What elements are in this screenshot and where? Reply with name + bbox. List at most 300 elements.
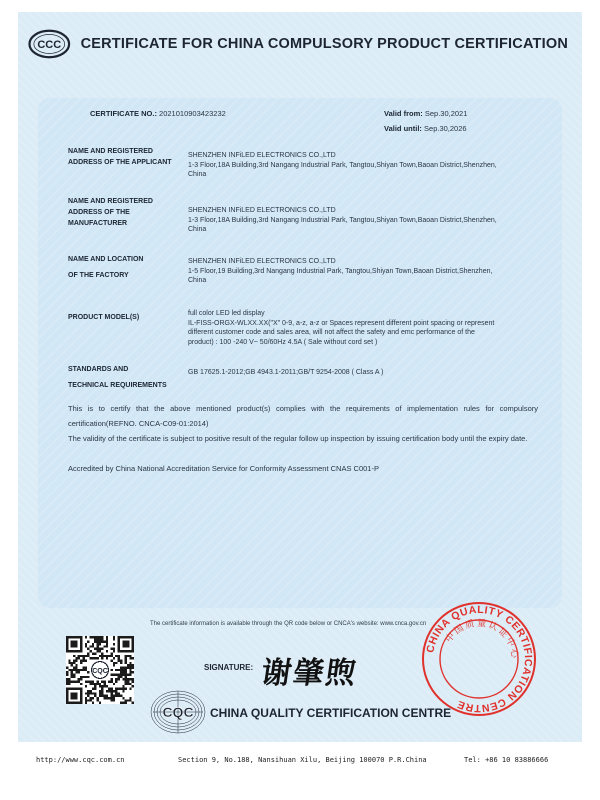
qr-module [127,674,129,676]
qr-module [120,666,122,668]
qr-module [125,657,127,659]
product-label: PRODUCT MODEL(S) [68,314,140,321]
qr-module [125,669,127,671]
qr-module [132,678,134,680]
qr-module [115,678,117,680]
manufacturer-name: SHENZHEN INFiLED ELECTRONICS CO.,LTD [188,207,336,214]
svg-text:CCC: CCC [37,39,62,52]
qr-module [125,699,127,701]
qr-module [113,657,115,659]
valid-until-label: Valid until: [384,124,422,133]
qr-module [122,685,124,687]
qr-module [82,657,84,659]
qr-module [94,636,96,638]
qr-module [111,655,113,657]
qr-module [132,685,134,687]
applicant-label [68,146,178,168]
centre-name: CHINA QUALITY CERTIFICATION CENTRE [210,706,452,720]
statement-accreditation: Accredited by China National Accreditation Service for Conformity Assessment CNAS C001-P [68,464,379,473]
qr-module [96,641,98,643]
qr-module [129,655,131,657]
qr-module [85,692,87,694]
qr-module [125,688,127,690]
qr-module [85,636,87,638]
qr-module [101,692,103,694]
qr-module [66,674,68,676]
footer [0,752,600,772]
qr-module [73,659,75,661]
qr-module [96,636,98,638]
valid-until-value: Sep.30,2026 [424,124,467,133]
qr-module [96,697,98,699]
footer-address: Section 9, No.188, Nansihuan Xilu, Beijing 100070 P.R.China [178,756,427,764]
qr-module [113,638,115,640]
qr-module [118,692,120,694]
qr-module [82,666,84,668]
qr-module [115,674,117,676]
qr-module [122,674,124,676]
qr-module [108,655,110,657]
statement-certify: This is to certify that the above mentioned product(s) complies with the requirements of implementation rules for compulsory certification(REFNO. CNCA-C09-01:2014) [68,404,538,428]
qr-module [73,669,75,671]
qr-module [118,676,120,678]
qr-module [120,662,122,664]
qr-module [111,652,113,654]
qr-module [118,657,120,659]
valid-until [384,124,467,133]
qr-module [89,692,91,694]
qr-module [99,690,101,692]
qr-module [122,671,124,673]
qr-module [106,697,108,699]
qr-module [71,676,73,678]
qr-module [92,645,94,647]
qr-module [85,681,87,683]
qr-code[interactable] [66,636,134,704]
qr-module [73,655,75,657]
qr-module [66,683,68,685]
qr-module [85,655,87,657]
qr-module [94,683,96,685]
certificate-number-value: 2021010903423232 [159,109,226,118]
qr-module [113,636,115,638]
qr-module [120,671,122,673]
qr-module [71,664,73,666]
qr-module [75,669,77,671]
qr-module [78,669,80,671]
qr-module [89,690,91,692]
qr-module [127,683,129,685]
qr-module [127,699,129,701]
qr-module [94,648,96,650]
qr-module [92,657,94,659]
qr-module [87,681,89,683]
qr-module [129,683,131,685]
qr-module [104,645,106,647]
qr-module [71,681,73,683]
qr-module [75,657,77,659]
qr-module [127,664,129,666]
qr-module [118,688,120,690]
qr-module [73,674,75,676]
qr-module [120,702,122,704]
qr-module [78,678,80,680]
qr-module [120,669,122,671]
qr-module [115,692,117,694]
qr-module [113,683,115,685]
qr-module [89,645,91,647]
qr-module [125,678,127,680]
qr-module [115,655,117,657]
qr-module [99,638,101,640]
qr-module [94,692,96,694]
qr-module [113,650,115,652]
factory-address: China [188,277,207,285]
qr-module [82,669,84,671]
qr-module [125,662,127,664]
qr-module [129,697,131,699]
qr-module [87,641,89,643]
qr-module [71,671,73,673]
signature-glyphs: 谢肇煦 [259,656,360,691]
qr-module [78,681,80,683]
qr-module [85,645,87,647]
qr-module [94,688,96,690]
qr-module [89,657,91,659]
qr-module [104,681,106,683]
qr-module [92,636,94,638]
qr-module [113,643,115,645]
qr-module [106,641,108,643]
qr-module [99,636,101,638]
qr-module [94,685,96,687]
qr-module [87,676,89,678]
signature-label: SIGNATURE: [204,663,254,672]
qr-module [111,695,113,697]
qr-module [75,664,77,666]
qr-module [80,676,82,678]
qr-module [73,681,75,683]
applicant-address: China [188,171,207,179]
qr-module [101,657,103,659]
qr-module [125,666,127,668]
qr-module [80,662,82,664]
svg-text:CQC: CQC [92,668,108,676]
qr-module [104,641,106,643]
product-line: different customer code and sales area, will not affect the safety and emc performance of the [188,329,475,337]
qr-module [106,695,108,697]
qr-module [122,690,124,692]
factory-label-line: OF THE FACTORY [68,272,129,279]
qr-module [120,674,122,676]
qr-module [89,650,91,652]
manufacturer-label-line: ADDRESS OF THE [68,209,130,216]
qr-module [85,697,87,699]
qr-module [120,688,122,690]
qr-module [94,652,96,654]
qr-module [104,683,106,685]
qr-module [118,678,120,680]
qr-module [92,702,94,704]
official-seal-icon [420,600,538,718]
qr-module [115,681,117,683]
qr-module [129,674,131,676]
qr-module [127,666,129,668]
qr-module [87,655,89,657]
qr-module [113,695,115,697]
qr-module [118,695,120,697]
qr-module [99,695,101,697]
qr-module [113,697,115,699]
qr-module [75,671,77,673]
qr-module [82,676,84,678]
applicant-address: 1-3 Floor,18A Building,3rd Nangang Industrial Park, Tangtou,Shiyan Town,Baoan District,Shenzhen, [188,161,497,169]
qr-module [111,692,113,694]
qr-module [122,702,124,704]
qr-module [106,655,108,657]
qr-module [115,688,117,690]
qr-module [99,641,101,643]
manufacturer-label-line: MANUFACTURER [68,220,128,227]
qr-module [111,699,113,701]
qr-module [108,681,110,683]
qr-module [115,662,117,664]
svg-text:CQC: CQC [162,704,194,720]
qr-module [108,690,110,692]
qr-module [118,655,120,657]
qr-module [89,697,91,699]
manufacturer-address: China [188,226,207,234]
cqc-logo-icon [150,690,206,734]
standards-label-line: TECHNICAL REQUIREMENTS [68,382,167,389]
qr-module [96,683,98,685]
factory-label [68,252,178,284]
qr-module [96,648,98,650]
qr-module [125,674,127,676]
standards-label [68,362,178,394]
manufacturer-label-line: NAME AND REGISTERED [68,198,153,205]
qr-module [80,655,82,657]
qr-module [99,685,101,687]
qr-module [68,678,70,680]
qr-module [106,645,108,647]
qr-module [127,678,129,680]
valid-from-value: Sep.30,2021 [424,109,468,118]
qr-module [92,697,94,699]
qr-module [104,697,106,699]
qr-module [73,676,75,678]
qr-module [115,690,117,692]
qr-module [75,659,77,661]
qr-module [101,655,103,657]
qr-module [111,697,113,699]
qr-module [68,681,70,683]
qr-module [78,657,80,659]
standards-value: GB 17625.1-2012;GB 4943.1-2011;GB/T 9254-2008 ( Class A ) [188,369,384,376]
qr-module [108,697,110,699]
svg-text:CHINA QUALITY CERTIFICATION CE: CHINA QUALITY CERTIFICATION CENTRE [424,603,535,715]
qr-module [85,659,87,661]
qr-module [85,676,87,678]
qr-module [129,688,131,690]
qr-module [96,650,98,652]
qr-module [101,648,103,650]
qr-module [129,678,131,680]
qr-module [68,659,70,661]
qr-module [66,681,68,683]
qr-module [96,699,98,701]
qr-module [78,671,80,673]
svg-text:中国质量认证中心: 中国质量认证中心 [444,618,520,661]
qr-module [118,669,120,671]
applicant-label-line: ADDRESS OF THE APPLICANT [68,159,172,166]
qr-module [85,685,87,687]
qr-module [68,669,70,671]
qr-module [115,695,117,697]
qr-module [87,652,89,654]
qr-module [92,683,94,685]
qr-module [104,695,106,697]
qr-module [99,683,101,685]
qr-module [101,641,103,643]
qr-module [73,666,75,668]
qr-module [129,671,131,673]
qr-module [108,688,110,690]
qr-module [87,699,89,701]
qr-module [101,690,103,692]
qr-module [118,674,120,676]
certificate-number [90,109,226,118]
qr-module [96,657,98,659]
qr-module [71,674,73,676]
product-value [188,309,543,347]
qr-module [129,664,131,666]
qr-module [106,650,108,652]
qr-module [132,671,134,673]
product-line: IL-FISS-ORGX-WLXX.XX("X" 0-9, a-z, a-z or Spaces represent different point spacing or represent [188,319,495,327]
footer-website[interactable]: http://www.cqc.com.cn [36,756,125,764]
qr-module [71,662,73,664]
qr-module [89,681,91,683]
qr-module [111,681,113,683]
manufacturer-value [188,206,543,235]
qr-module [89,683,91,685]
qr-module [132,664,134,666]
qr-module [113,648,115,650]
applicant-value [188,151,543,180]
product-line: product) : 100 -240 V~ 50/60Hz 4.5A ( Sale without cord set ) [188,338,378,346]
qr-module [99,692,101,694]
factory-name: SHENZHEN INFiLED ELECTRONICS CO.,LTD [188,258,336,265]
qr-module [92,652,94,654]
qr-module [132,666,134,668]
qr-module [66,671,68,673]
qr-module [113,662,115,664]
qr-module [101,688,103,690]
qr-module [80,683,82,685]
qr-module [106,690,108,692]
qr-module [73,662,75,664]
qr-module [96,645,98,647]
qr-module [101,685,103,687]
qr-module [129,662,131,664]
qr-module [66,678,68,680]
qr-module [132,681,134,683]
qr-module [68,683,70,685]
qr-module [66,666,68,668]
qr-module [101,695,103,697]
qr-module [111,688,113,690]
qr-module [99,702,101,704]
qr-module [68,662,70,664]
qr-module [120,676,122,678]
qr-module [87,648,89,650]
qr-module [75,666,77,668]
qr-module [129,657,131,659]
certificate-title: CERTIFICATE FOR CHINA COMPULSORY PRODUCT CERTIFICATION [80,36,568,52]
qr-module [125,671,127,673]
qr-module [125,659,127,661]
qr-module [106,657,108,659]
qr-module [82,659,84,661]
qr-module [94,638,96,640]
qr-module [80,678,82,680]
product-line: full color LED led display [188,310,265,317]
qr-module [101,638,103,640]
qr-module [113,674,115,676]
qr-module [87,695,89,697]
qr-module [80,669,82,671]
certificate-panel [38,98,562,608]
qr-module [94,695,96,697]
qr-module [122,697,124,699]
qr-module [87,690,89,692]
qr-module [111,674,113,676]
qr-module [113,664,115,666]
qr-module [111,678,113,680]
qr-module [111,690,113,692]
qr-module [111,648,113,650]
qr-module [101,652,103,654]
qr-module [120,695,122,697]
qr-module [99,643,101,645]
manufacturer-label [68,196,178,229]
qr-module [101,681,103,683]
qr-module [85,643,87,645]
standards-label-line: STANDARDS AND [68,366,129,373]
qr-module [99,650,101,652]
certificate-header [28,22,568,66]
qr-module [75,681,77,683]
qr-module [85,702,87,704]
qr-module [89,636,91,638]
qr-module [111,659,113,661]
qr-module [78,655,80,657]
qr-module [85,666,87,668]
qr-module [92,692,94,694]
qr-module [113,690,115,692]
qr-module [92,688,94,690]
qr-module [99,648,101,650]
applicant-label-line: NAME AND REGISTERED [68,148,153,155]
qr-module [120,659,122,661]
qr-module [92,643,94,645]
qr-module [122,666,124,668]
qr-module [82,655,84,657]
qr-module [129,669,131,671]
qr-module [125,676,127,678]
manufacturer-address: 1-3 Floor,18A Building,3rd Nangang Industrial Park, Tangtou,Shiyan Town,Baoan District,Shenzhen, [188,216,497,224]
